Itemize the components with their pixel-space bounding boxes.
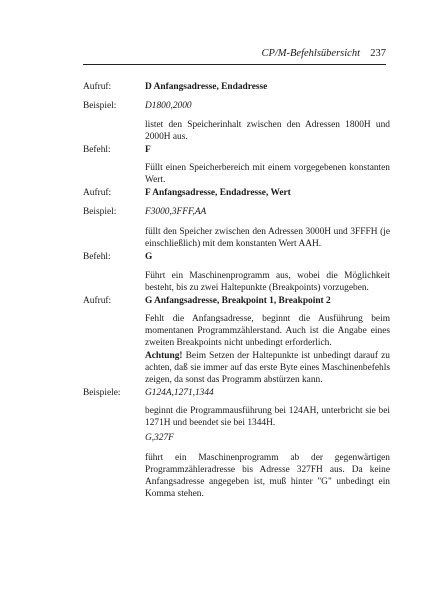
entry-label: Beispiele: xyxy=(83,388,121,398)
entry-description: führt ein Maschinenprogramm ab der gegenwärtigen Programmzähleradresse bis Adresse 327FH aus. Da keine Anfangsadresse angegeben ist, muß hinter "G" unbedingt ein Komma stehen. xyxy=(145,453,390,499)
entry-label: Beispiel: xyxy=(83,101,117,111)
page-number: 237 xyxy=(370,48,386,59)
warning-prefix: Achtung! xyxy=(145,351,183,361)
entry-command: G xyxy=(145,252,153,262)
entry-label: Beispiel: xyxy=(83,207,117,217)
entry-syntax: D Anfangsadresse, Endadresse xyxy=(145,82,268,92)
entry-label: Befehl: xyxy=(83,252,111,262)
entry-syntax: F Anfangsadresse, Endadresse, Wert xyxy=(145,188,291,198)
warning-paragraph xyxy=(145,350,390,386)
entry-label: Aufruf: xyxy=(83,296,112,306)
entry-label: Aufruf: xyxy=(83,188,112,198)
entry-example: D1800,2000 xyxy=(145,101,192,111)
entry-syntax: G Anfangsadresse, Breakpoint 1, Breakpoint 2 xyxy=(145,296,331,306)
entry-example: G124A,1271,1344 xyxy=(145,388,214,398)
page-header xyxy=(83,42,386,65)
entry-description: beginnt die Programmausführung bei 124AH, unterbricht sie bei 1271H und beendet sie bei 1344H. xyxy=(145,406,390,428)
entry-description: Führt ein Maschinenprogramm aus, wobei die Möglichkeit besteht, bis zu zwei Haltepunkte (Breakpoints) vorzugeben. xyxy=(145,271,390,293)
entry-command: F xyxy=(145,145,151,155)
entry-label: Befehl: xyxy=(83,145,111,155)
entry-description: füllt den Speicher zwischen den Adressen 3000H und 3FFFH (je einschließlich) mit dem konstanten Wert AAH. xyxy=(145,227,390,249)
entry-description: Füllt einen Speicherbereich mit einem vorgegebenen konstanten Wert. xyxy=(145,163,390,185)
entry-label: Aufruf: xyxy=(83,82,112,92)
entry-example: F3000,3FFF,AA xyxy=(145,207,207,217)
entry-description: Fehlt die Anfangsadresse, beginnt die Ausführung beim momentanen Programmzählerstand. Auch ist die Angabe eines zweiten Breakpoints nicht unbedingt erforderlich. xyxy=(145,314,390,348)
entry-description: listet den Speicherinhalt zwischen den Adressen 1800H und 2000H aus. xyxy=(145,120,390,142)
running-title: CP/M-Befehlsübersicht xyxy=(261,48,360,59)
entry-example: G,327F xyxy=(145,433,174,443)
warning-text: Beim Setzen der Haltepunkte ist unbedingt darauf zu achten, daß sie immer auf das erste Byte eines Maschinenbefehls zeigen, da sonst das Programm abstürzen kann. xyxy=(145,351,390,385)
